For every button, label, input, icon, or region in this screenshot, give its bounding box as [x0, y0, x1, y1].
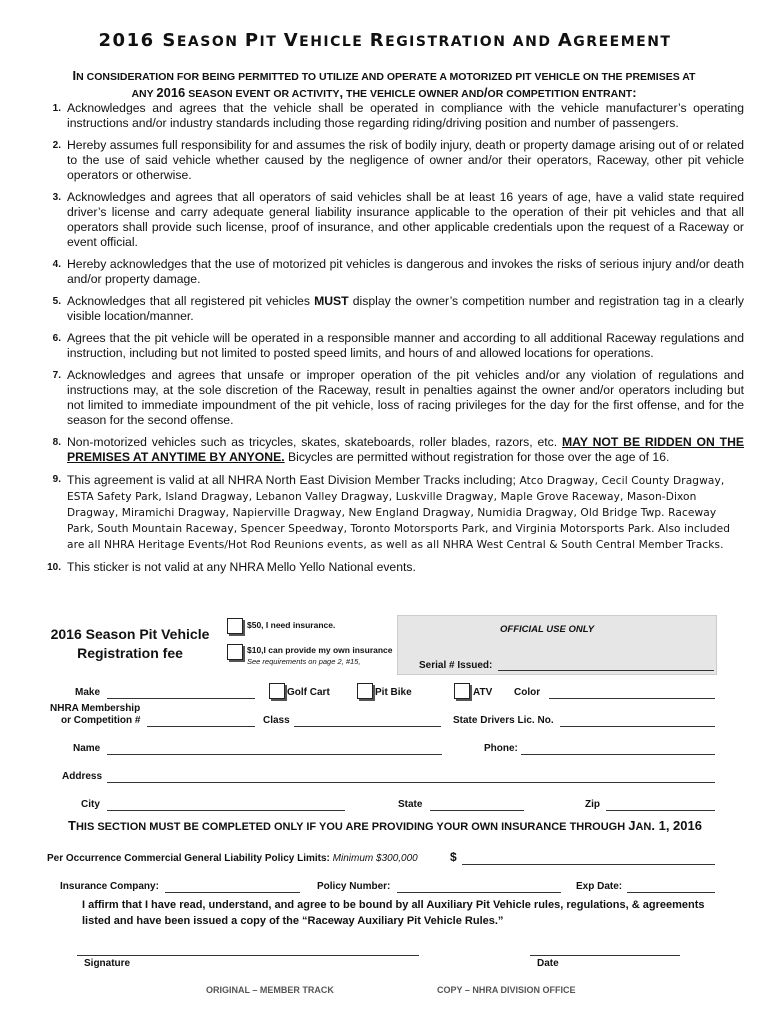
- zip-label: Zip: [585, 799, 600, 810]
- pit-bike-label: Pit Bike: [375, 687, 412, 698]
- term-item: 10. This sticker is not valid at any NHRA Mello Yello National events.: [47, 560, 416, 574]
- city-label: City: [81, 799, 100, 810]
- color-field[interactable]: [549, 698, 715, 699]
- golf-cart-checkbox[interactable]: [269, 683, 285, 699]
- term-item: 7. Acknowledges and agrees that unsafe or improper operation of the pit vehicles and/or any violation of regulations and instructions may, at the sole discretion of the Raceway, result in penalties against the owner and/or operators including but not limited to immediate impoundment of the pit vehicle, loss of racing privileges for the day for the first offense, and for the season for the second offense.: [52, 368, 744, 427]
- term-item: 4. Hereby acknowledges that the use of motorized pit vehicles is dangerous and invokes the risks of serious injury and/or death and/or property damage.: [52, 257, 744, 286]
- state-license-label: State Drivers Lic. No.: [453, 715, 554, 726]
- policy-number-field[interactable]: [397, 892, 561, 893]
- fee-option-50: $50, I need insurance.: [247, 620, 336, 630]
- class-field[interactable]: [294, 726, 441, 727]
- insurance-company-field[interactable]: [165, 892, 300, 893]
- term-item: 8. Non-motorized vehicles such as tricycles, skates, skateboards, roller blades, razors, etc. MAY NOT BE RIDDEN ON THE PREMISES AT ANYTIME BY ANYONE. Bicycles are permitted without registration for those over the age of 16.: [52, 435, 744, 464]
- signature-field[interactable]: [77, 955, 419, 956]
- state-license-field[interactable]: [560, 726, 715, 727]
- pit-bike-checkbox[interactable]: [357, 683, 373, 699]
- fee-title: 2016 Season Pit Vehicle Registration fee: [50, 626, 210, 661]
- membership-label-l2: or Competition #: [61, 715, 141, 726]
- liability-field[interactable]: [462, 864, 715, 865]
- date-field[interactable]: [530, 955, 680, 956]
- state-label: State: [398, 799, 423, 810]
- term-item: 9. This agreement is valid at all NHRA North East Division Member Tracks including; Atco Dragway, Cecil County Dragway, ESTA Safety Park, Island Dragway, Lebanon Valley Dragway, Luskville Dragway, Maple Grove Raceway, Mason-Dixon Dragway, Miramichi Dragway, Napierville Dragway, New England Dragway, Numidia Dragway, Old Bridge Twp. Raceway Park, South Mountain Raceway, Spencer Speedway, Toronto Motorsports Park, and Virginia Motorsports Park. Also included are all NHRA Heritage Events/Hot Rod Reunions events, as well as all NHRA West Central & South Central Member Tracks.: [52, 473, 731, 551]
- official-use-label: OFFICIAL USE ONLY: [500, 624, 595, 635]
- golf-cart-label: Golf Cart: [287, 687, 330, 698]
- class-label: Class: [263, 715, 290, 726]
- agreement-terms: [14, 101, 744, 582]
- liability-label: Per Occurrence Commercial General Liability Policy Limits: Minimum $300,000: [47, 853, 418, 864]
- phone-field[interactable]: [521, 754, 715, 755]
- color-label: Color: [514, 687, 541, 698]
- membership-label-l1: NHRA Membership: [50, 703, 141, 714]
- exp-date-field[interactable]: [627, 892, 715, 893]
- signature-label: Signature: [84, 958, 131, 969]
- membership-field[interactable]: [147, 726, 255, 727]
- intro-statement: IN CONSIDERATION FOR BEING PERMITTED TO UTILIZE AND OPERATE A MOTORIZED PIT VEHICLE ON THE PREMISES AT ANY 2016 SEASON EVENT OR ACTIVITY, THE VEHICLE OWNER AND/OR COMPETITION ENTRANT:: [72, 68, 696, 100]
- fee-option-10: $10,I can provide my own insurance: [247, 645, 393, 655]
- term-item: 5. Acknowledges that all registered pit vehicles MUST display the owner’s competition number and registration tag in a clearly visible location/manner.: [52, 294, 744, 323]
- atv-label: ATV: [473, 687, 493, 698]
- dollar-sign: $: [450, 850, 457, 864]
- zip-field[interactable]: [606, 810, 715, 811]
- policy-number-label: Policy Number:: [317, 881, 391, 892]
- term-item: 2. Hereby assumes full responsibility for and assumes the risk of bodily injury, death or property damage arising out of or related to the use of said vehicle whether caused by the negligence of owner and/or their operators, Raceway, other pit vehicle operators or otherwise.: [52, 138, 744, 182]
- exp-date-label: Exp Date:: [576, 881, 623, 892]
- insurance-needed-checkbox[interactable]: [227, 618, 243, 634]
- term-item: 1. Acknowledges and agrees that the vehicle shall be operated in compliance with the vehicle manufacturer’s operating instructions and/or industry standards including those regarding riding/driving position and number of passengers.: [52, 101, 744, 130]
- serial-issued-field[interactable]: [498, 670, 714, 671]
- page-title: 2016 SEASON PIT VEHICLE REGISTRATION AND AGREEMENT: [98, 30, 672, 51]
- own-insurance-checkbox[interactable]: [227, 644, 243, 660]
- address-field[interactable]: [107, 782, 715, 783]
- make-field[interactable]: [107, 698, 255, 699]
- fee-option-note: See requirements on page 2, #15,: [247, 657, 361, 666]
- state-field[interactable]: [430, 810, 524, 811]
- serial-issued-label: Serial # Issued:: [419, 660, 493, 671]
- insurance-company-label: Insurance Company:: [60, 881, 159, 892]
- date-label: Date: [537, 958, 559, 969]
- name-field[interactable]: [107, 754, 442, 755]
- atv-checkbox[interactable]: [454, 683, 470, 699]
- insurance-section-title: THIS SECTION MUST BE COMPLETED ONLY IF YOU ARE PROVIDING YOUR OWN INSURANCE THROUGH JAN. 1, 2016: [68, 818, 702, 833]
- address-label: Address: [62, 771, 103, 782]
- term-item: 6. Agrees that the pit vehicle will be operated in a responsible manner and according to all additional Raceway regulations and instruction, including but not limited to posted speed limits, and hours of and allowed locations for operations.: [52, 331, 744, 360]
- term-item: 3. Acknowledges and agrees that all operators of said vehicles shall be at least 16 years of age, have a valid state required driver’s license and carry adequate general liability insurance applicable to the operation of their pit vehicles and that all operators shall provide such license, proof of insurance, and other applicable credentials upon the request of a Raceway or event official.: [52, 190, 744, 249]
- footer-original: ORIGINAL – MEMBER TRACK: [206, 985, 334, 995]
- phone-label: Phone:: [484, 743, 518, 754]
- city-field[interactable]: [107, 810, 345, 811]
- footer-copy: COPY – NHRA DIVISION OFFICE: [437, 985, 576, 995]
- affirmation-text: I affirm that I have read, understand, and agree to be bound by all Auxiliary Pit Vehicle rules, regulations, & agreements listed and have been issued a copy of the “Raceway Auxiliary Pit Vehicle Rules.”: [82, 899, 705, 927]
- name-label: Name: [73, 743, 101, 754]
- make-label: Make: [75, 687, 101, 698]
